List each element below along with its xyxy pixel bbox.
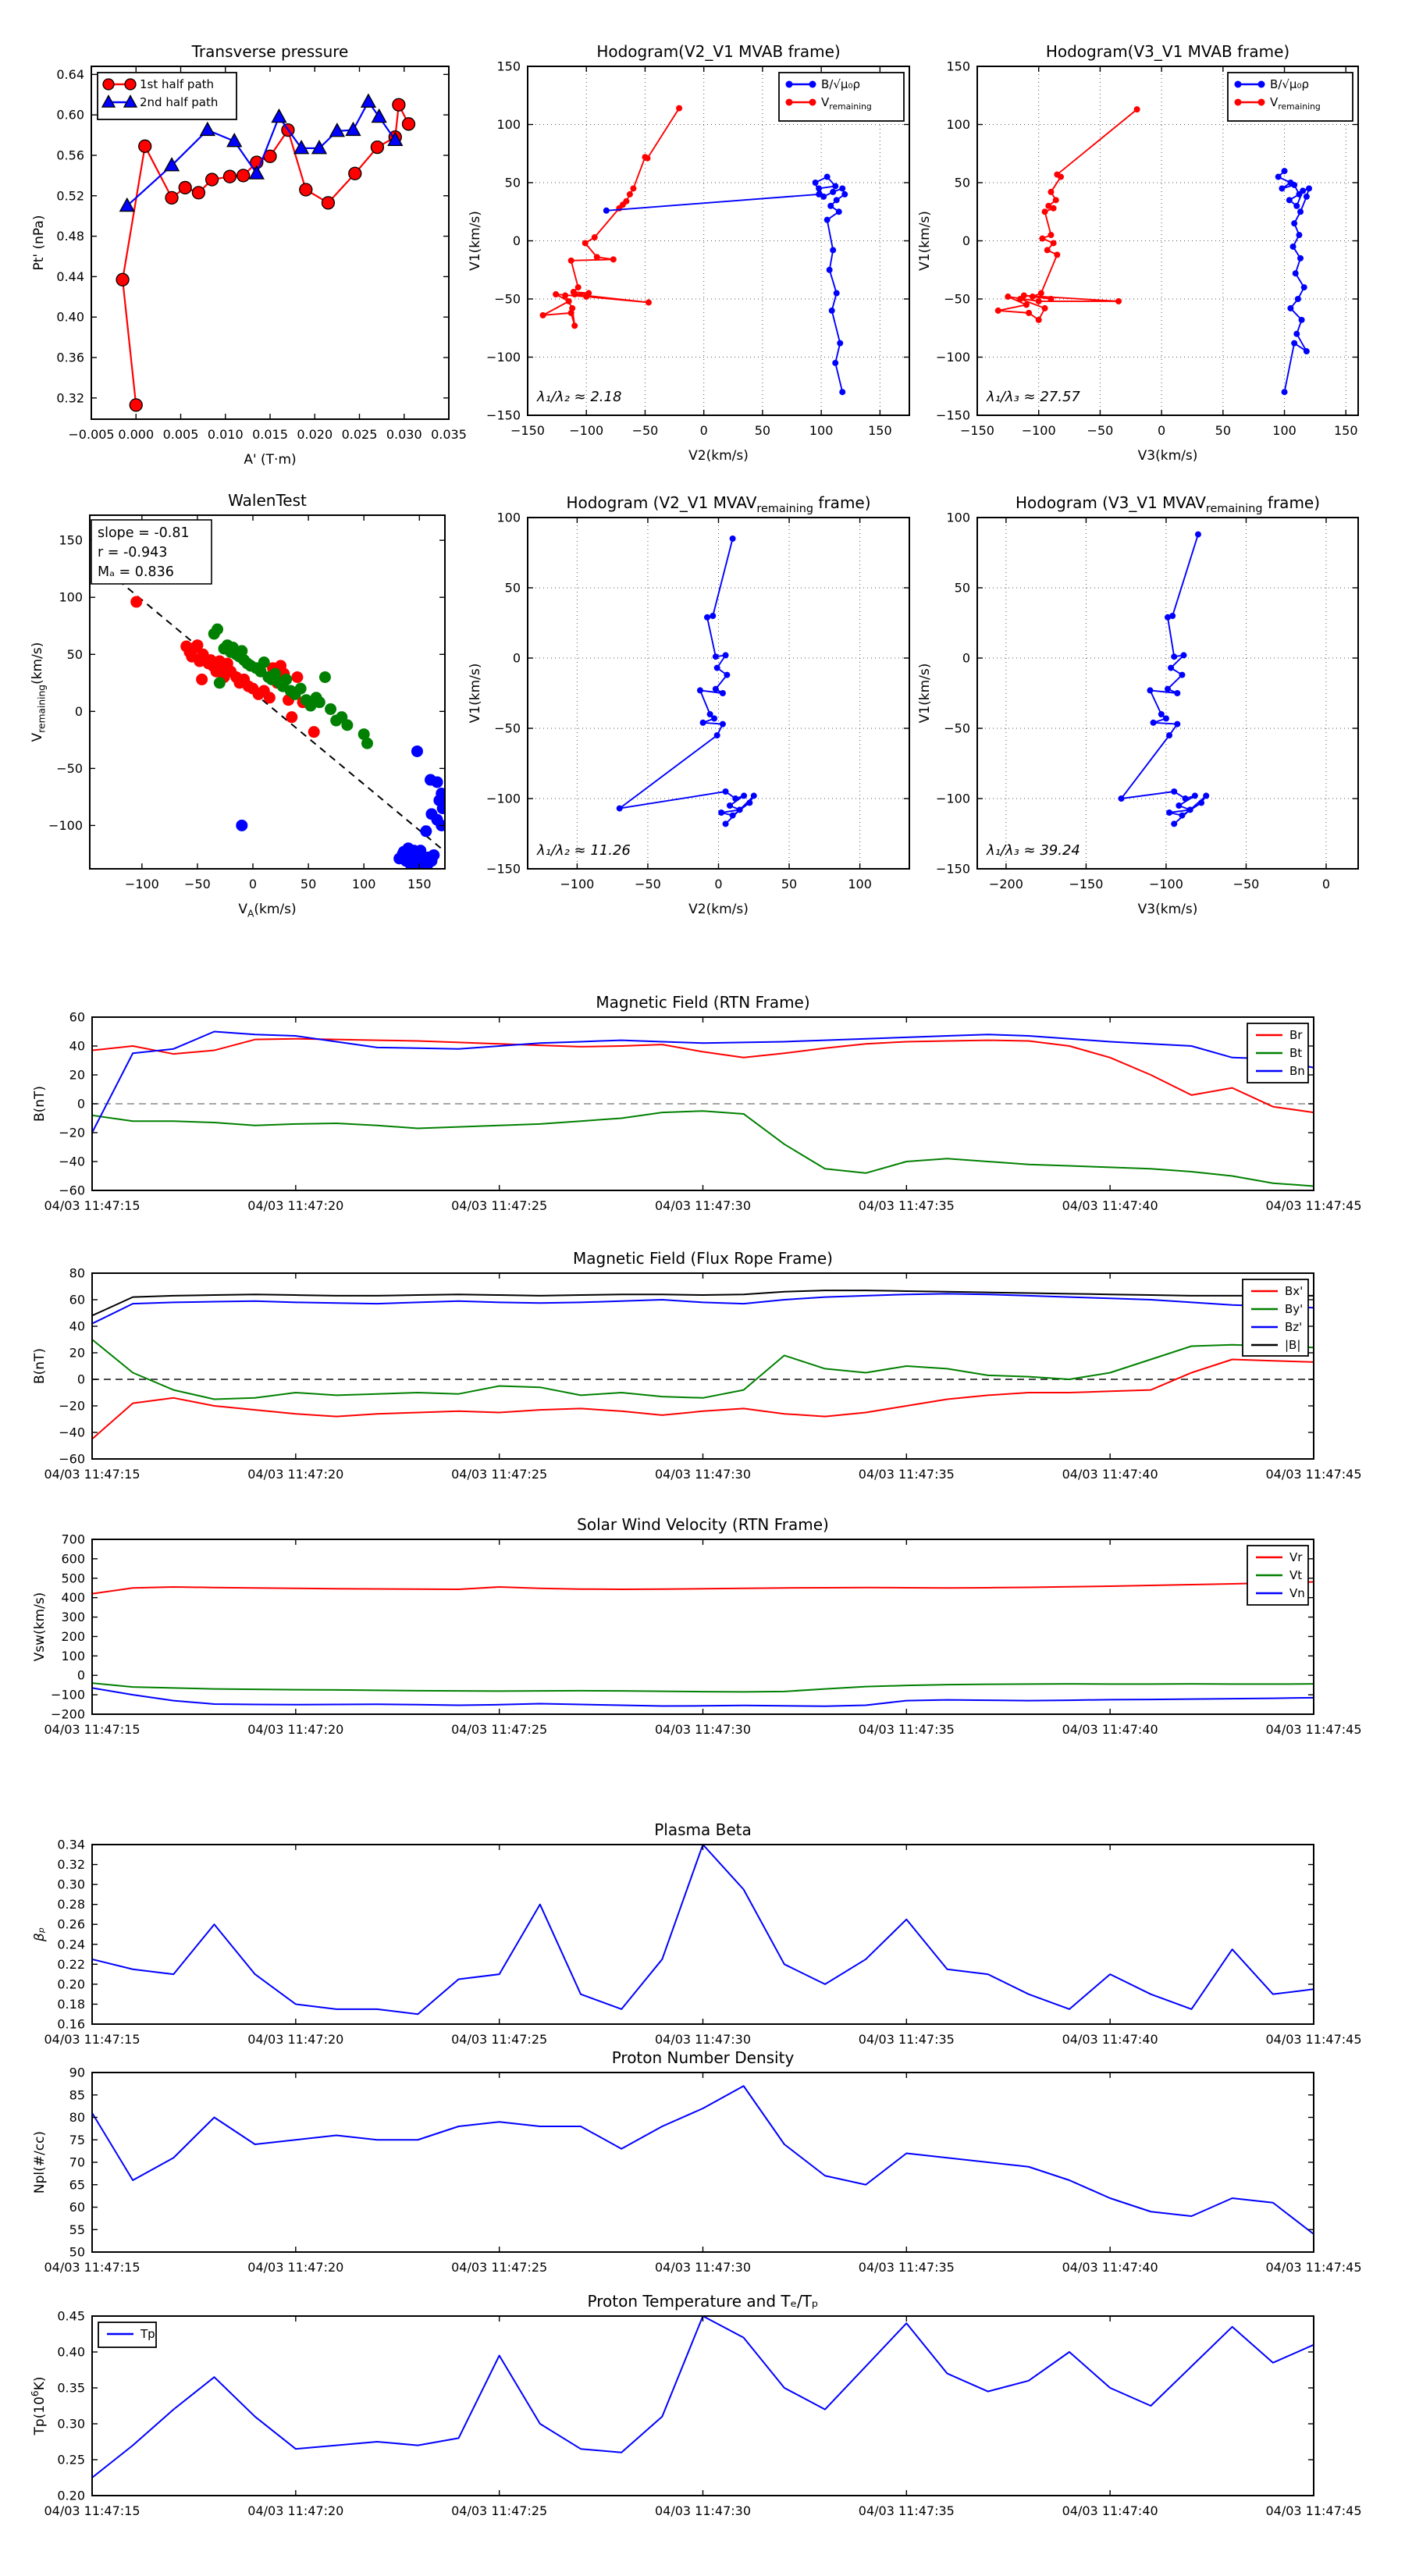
transverse-pressure-chart-x-tick-label: 0.010 xyxy=(207,427,244,442)
proton-density-chart-x-tick-label: 04/03 11:47:25 xyxy=(451,2260,548,2275)
hodogram-v2v1-mvav-chart-v-remaining xyxy=(617,535,757,827)
solar-wind-velocity-chart-x-tick-label: 04/03 11:47:25 xyxy=(451,1722,548,1737)
proton-density-chart-y-tick-label: 90 xyxy=(69,2065,85,2080)
walen-test-chart-y-tick-label: −50 xyxy=(56,760,83,776)
magnetic-field-flux-rope-chart-x-tick-label: 04/03 11:47:25 xyxy=(451,1467,548,1482)
hodogram-v3v1-mvav-chart-annotation xyxy=(986,842,1080,859)
magnetic-field-rtn-chart-br xyxy=(92,1039,1314,1112)
proton-density-chart-y-tick-label: 60 xyxy=(69,2200,85,2215)
magnetic-field-rtn-chart-x-tick-label: 04/03 11:47:45 xyxy=(1265,1198,1362,1213)
walen-test-chart-x-tick-label: −100 xyxy=(124,877,159,891)
magnetic-field-rtn-chart-y-tick-label: 0 xyxy=(76,1096,85,1112)
hodogram-v2v1-mvab-chart-x-tick-label: 100 xyxy=(809,423,834,438)
hodogram-v3v1-mvab-chart-annotation xyxy=(986,389,1080,405)
plasma-beta-chart-title: Plasma Beta xyxy=(654,1820,752,1839)
hodogram-v2v1-mvab-chart-y-tick-label: 50 xyxy=(504,175,521,190)
plasma-beta-chart-ticks xyxy=(44,1838,1361,2048)
transverse-pressure-chart-y-tick-label: 0.64 xyxy=(56,66,84,82)
walen-test-chart-ylabel: $V_{remaining}(km/s)$ xyxy=(30,642,48,742)
hodogram-v3v1-mvav-chart xyxy=(917,493,1358,917)
hodogram-v3v1-mvav-chart-y-tick-label: −100 xyxy=(936,791,970,806)
transverse-pressure-chart-title: Transverse pressure xyxy=(191,42,349,61)
proton-temperature-chart-x-tick-label: 04/03 11:47:40 xyxy=(1062,2503,1158,2518)
hodogram-v2v1-mvav-chart-title: Hodogram (V2_V1 $MVAV_{remaining}$ frame) xyxy=(566,493,871,515)
hodogram-v3v1-mvav-chart-y-tick-label: 50 xyxy=(954,580,970,596)
hodogram-v3v1-mvab-chart-v-remaining xyxy=(995,106,1140,323)
plasma-beta-chart-y-tick-label: 0.30 xyxy=(57,1877,85,1892)
hodogram-v2v1-mvav-chart-x-tick-label: 0 xyxy=(714,877,723,891)
magnetic-field-flux-rope-chart-x-tick-label: 04/03 11:47:35 xyxy=(858,1467,955,1482)
svg-text:λ₁/λ₂ ≈ 2.18: λ₁/λ₂ ≈ 2.18 xyxy=(537,389,622,405)
transverse-pressure-chart-x-tick-label: 0.015 xyxy=(252,427,288,442)
transverse-pressure-chart-y-tick-label: 0.48 xyxy=(56,229,84,244)
hodogram-v2v1-mvav-chart-y-tick-label: 0 xyxy=(512,650,521,666)
plasma-beta-chart-y-tick-label: 0.24 xyxy=(57,1937,85,1952)
plasma-beta-chart-x-tick-label: 04/03 11:47:45 xyxy=(1265,2032,1362,2047)
plasma-beta-chart-x-tick-label: 04/03 11:47:35 xyxy=(858,2032,955,2047)
svg-text:r = -0.943: r = -0.943 xyxy=(98,545,168,560)
plasma-beta-chart-y-tick-label: 0.26 xyxy=(57,1916,85,1932)
hodogram-v3v1-mvav-chart-y-tick-label: 0 xyxy=(962,650,970,666)
hodogram-v3v1-mvab-chart-y-tick-label: 150 xyxy=(946,59,970,74)
transverse-pressure-chart-legend-label: 1st half path xyxy=(140,77,215,91)
svg-text:λ₁/λ₃ ≈ 39.24: λ₁/λ₃ ≈ 39.24 xyxy=(987,842,1080,859)
transverse-pressure-chart-first-half-path xyxy=(116,98,414,411)
transverse-pressure-chart-x-tick-label: 0.025 xyxy=(341,427,378,442)
solar-wind-velocity-chart-x-tick-label: 04/03 11:47:40 xyxy=(1062,1722,1158,1737)
proton-density-chart-title: Proton Number Density xyxy=(611,2048,795,2067)
hodogram-v3v1-mvab-chart-y-tick-label: −150 xyxy=(936,407,970,423)
transverse-pressure-chart-x-tick-label: 0.005 xyxy=(162,427,199,442)
plasma-beta-chart-y-tick-label: 0.34 xyxy=(57,1837,85,1852)
solar-wind-velocity-chart-y-tick-label: 400 xyxy=(61,1590,85,1606)
proton-density-chart-x-tick-label: 04/03 11:47:15 xyxy=(44,2260,140,2275)
walen-test-chart-scatter-red xyxy=(130,596,320,738)
hodogram-v3v1-mvab-chart-y-tick-label: 0 xyxy=(962,233,970,248)
hodogram-v3v1-mvav-chart-y-tick-label: −150 xyxy=(936,861,970,877)
proton-temperature-chart-ylabel: $Tp(10^6K)$ xyxy=(30,2376,48,2435)
proton-density-chart-y-tick-label: 80 xyxy=(69,2110,85,2125)
proton-temperature-chart-x-tick-label: 04/03 11:47:15 xyxy=(44,2503,140,2518)
proton-temperature-chart-ticks xyxy=(44,2309,1361,2519)
proton-density-chart-y-tick-label: 50 xyxy=(69,2244,85,2260)
proton-density-chart-x-tick-label: 04/03 11:47:30 xyxy=(654,2260,752,2275)
magnetic-field-rtn-chart-bt xyxy=(92,1111,1314,1186)
magnetic-field-flux-rope-chart-y-tick-label: 40 xyxy=(69,1318,85,1334)
magnetic-field-flux-rope-chart-y-tick-label: 60 xyxy=(69,1292,85,1308)
plasma-beta-chart-x-tick-label: 04/03 11:47:25 xyxy=(451,2032,548,2047)
solar-wind-velocity-chart-y-tick-label: 600 xyxy=(61,1551,85,1567)
hodogram-v3v1-mvab-chart-title: Hodogram(V3_V1 MVAB frame) xyxy=(1045,42,1290,61)
hodogram-v2v1-mvab-chart-x-tick-label: 150 xyxy=(868,423,892,438)
plasma-beta-chart-x-tick-label: 04/03 11:47:30 xyxy=(654,2032,752,2047)
hodogram-v3v1-mvab-chart-y-tick-label: −50 xyxy=(944,291,970,307)
hodogram-v3v1-mvav-chart-y-tick-label: −50 xyxy=(944,720,970,736)
magnetic-field-rtn-chart-y-tick-label: −40 xyxy=(59,1154,85,1169)
proton-temperature-chart-y-tick-label: 0.25 xyxy=(57,2452,85,2467)
hodogram-v2v1-mvab-chart-y-tick-label: −150 xyxy=(486,407,521,423)
hodogram-v2v1-mvab-chart-y-tick-label: −100 xyxy=(486,350,521,365)
walen-test-chart-y-tick-label: −100 xyxy=(48,817,83,833)
proton-density-chart-x-tick-label: 04/03 11:47:45 xyxy=(1265,2260,1362,2275)
walen-test-chart-xlabel: $V_A(km/s)$ xyxy=(238,902,297,920)
magnetic-field-rtn-chart-legend-label: Bn xyxy=(1289,1064,1305,1078)
hodogram-v2v1-mvab-chart-legend xyxy=(779,73,904,121)
hodogram-v3v1-mvab-chart-x-tick-label: −100 xyxy=(1021,423,1056,438)
hodogram-v3v1-mvab-chart-x-tick-label: 150 xyxy=(1333,423,1358,438)
solar-wind-velocity-chart-x-tick-label: 04/03 11:47:20 xyxy=(247,1722,344,1737)
svg-text:slope = -0.81: slope = -0.81 xyxy=(98,525,190,541)
solar-wind-velocity-chart xyxy=(32,1515,1362,1737)
hodogram-v3v1-mvav-chart-grid xyxy=(977,518,1358,869)
hodogram-v3v1-mvav-chart-x-tick-label: −100 xyxy=(1148,877,1183,891)
proton-density-chart-y-tick-label: 70 xyxy=(69,2154,85,2170)
proton-density-chart-y-tick-label: 55 xyxy=(69,2222,85,2237)
walen-test-chart-y-tick-label: 0 xyxy=(74,703,83,719)
magnetic-field-flux-rope-chart-legend-label: Bx' xyxy=(1285,1284,1304,1298)
solar-wind-velocity-chart-legend-label: Vr xyxy=(1289,1550,1303,1564)
magnetic-field-flux-rope-chart-x-tick-label: 04/03 11:47:15 xyxy=(44,1467,140,1482)
transverse-pressure-chart-x-tick-label: −0.005 xyxy=(68,427,115,442)
magnetic-field-flux-rope-chart-bx-prime xyxy=(92,1360,1314,1439)
transverse-pressure-chart-y-tick-label: 0.56 xyxy=(56,148,84,163)
walen-test-chart-x-tick-label: 150 xyxy=(407,877,432,891)
hodogram-v3v1-mvav-chart-v-remaining xyxy=(1119,532,1210,827)
solar-wind-velocity-chart-vr xyxy=(92,1582,1314,1594)
transverse-pressure-chart-ylabel: Pt' (nPa) xyxy=(31,215,47,271)
hodogram-v2v1-mvav-chart-ticks xyxy=(486,511,909,892)
proton-density-chart xyxy=(32,2048,1362,2275)
hodogram-v3v1-mvav-chart-x-tick-label: 0 xyxy=(1321,877,1331,891)
hodogram-v2v1-mvab-chart-x-tick-label: 0 xyxy=(699,423,708,438)
transverse-pressure-chart-x-tick-label: 0.035 xyxy=(431,427,467,442)
svg-text:λ₁/λ₃ ≈ 27.57: λ₁/λ₃ ≈ 27.57 xyxy=(987,389,1080,405)
solar-wind-velocity-chart-y-tick-label: 0 xyxy=(76,1667,85,1683)
hodogram-v2v1-mvab-chart-xlabel: V2(km/s) xyxy=(688,448,749,464)
plasma-beta-chart xyxy=(32,1820,1362,2047)
hodogram-v3v1-mvab-chart-y-tick-label: 100 xyxy=(946,117,970,132)
plasma-beta-chart-x-tick-label: 04/03 11:47:20 xyxy=(247,2032,344,2047)
hodogram-v2v1-mvab-chart-legend-label: $V_{remaining}$ xyxy=(821,95,872,112)
hodogram-v3v1-mvab-chart-x-tick-label: 0 xyxy=(1158,423,1166,438)
proton-density-chart-x-tick-label: 04/03 11:47:40 xyxy=(1062,2260,1158,2275)
hodogram-v2v1-mvab-chart-y-tick-label: 100 xyxy=(496,117,521,132)
magnetic-field-rtn-chart-legend-label: Bt xyxy=(1289,1046,1303,1060)
hodogram-v2v1-mvab-chart-x-tick-label: −150 xyxy=(510,423,545,438)
proton-temperature-chart-x-tick-label: 04/03 11:47:45 xyxy=(1265,2503,1362,2518)
transverse-pressure-chart-y-tick-label: 0.36 xyxy=(56,350,84,365)
transverse-pressure-chart-legend-label: 2nd half path xyxy=(140,95,219,109)
hodogram-v3v1-mvab-chart-x-tick-label: 100 xyxy=(1272,423,1297,438)
proton-density-chart-y-tick-label: 85 xyxy=(69,2087,85,2103)
transverse-pressure-chart-xlabel: A' (T·m) xyxy=(244,452,297,468)
solar-wind-velocity-chart-y-tick-label: 500 xyxy=(61,1571,85,1586)
proton-density-chart-x-tick-label: 04/03 11:47:35 xyxy=(858,2260,955,2275)
hodogram-v3v1-mvab-chart-ylabel: V1(km/s) xyxy=(917,211,933,271)
hodogram-v2v1-mvav-chart-x-tick-label: −50 xyxy=(635,877,661,891)
walen-test-chart-x-tick-label: 50 xyxy=(300,877,317,891)
hodogram-v2v1-mvab-chart-annotation xyxy=(536,389,621,405)
hodogram-v2v1-mvav-chart xyxy=(468,493,909,917)
hodogram-v2v1-mvav-chart-y-tick-label: −100 xyxy=(486,791,521,806)
hodogram-v3v1-mvav-chart-ticks xyxy=(936,511,1358,892)
transverse-pressure-chart-legend xyxy=(98,73,237,119)
hodogram-v3v1-mvav-chart-xlabel: V3(km/s) xyxy=(1137,902,1198,917)
hodogram-v2v1-mvav-chart-x-tick-label: −100 xyxy=(560,877,595,891)
transverse-pressure-chart-y-tick-label: 0.44 xyxy=(56,269,84,284)
magnetic-field-rtn-chart-y-tick-label: −20 xyxy=(59,1125,85,1140)
hodogram-v2v1-mvab-chart-legend-label: B/√μ₀ρ xyxy=(821,77,860,91)
svg-text:Mₐ = 0.836: Mₐ = 0.836 xyxy=(98,564,174,580)
hodogram-v2v1-mvav-chart-x-tick-label: 50 xyxy=(781,877,798,891)
hodogram-v2v1-mvav-chart-x-tick-label: 100 xyxy=(848,877,872,891)
magnetic-field-flux-rope-chart-y-tick-label: 80 xyxy=(69,1265,85,1281)
hodogram-v3v1-mvav-chart-x-tick-label: −50 xyxy=(1232,877,1260,891)
solar-wind-velocity-chart-y-tick-label: 700 xyxy=(61,1532,85,1547)
solar-wind-velocity-chart-y-tick-label: 300 xyxy=(61,1610,85,1625)
hodogram-v3v1-mvab-chart-legend-label: B/√μ₀ρ xyxy=(1270,77,1309,91)
solar-wind-velocity-chart-x-tick-label: 04/03 11:47:30 xyxy=(654,1722,752,1737)
proton-temperature-chart-y-tick-label: 0.30 xyxy=(57,2416,85,2432)
hodogram-v2v1-mvab-chart-y-tick-label: 0 xyxy=(512,233,521,248)
hodogram-v2v1-mvav-chart-xlabel: V2(km/s) xyxy=(688,902,749,917)
magnetic-field-rtn-chart-y-tick-label: 40 xyxy=(69,1038,85,1054)
magnetic-field-flux-rope-chart-x-tick-label: 04/03 11:47:30 xyxy=(654,1467,752,1482)
magnetic-field-rtn-chart-bn xyxy=(92,1032,1314,1133)
magnetic-field-rtn-chart-legend xyxy=(1247,1023,1308,1083)
hodogram-v2v1-mvav-chart-y-tick-label: 100 xyxy=(496,510,521,525)
transverse-pressure-chart-x-tick-label: 0.030 xyxy=(386,427,422,442)
proton-temperature-chart-title: Proton Temperature and Tₑ/Tₚ xyxy=(587,2292,819,2311)
hodogram-v3v1-mvav-chart-x-tick-label: −150 xyxy=(1069,877,1104,891)
hodogram-v2v1-mvav-chart-annotation xyxy=(536,842,631,859)
magnetic-field-flux-rope-chart-legend-label: |B| xyxy=(1285,1338,1301,1352)
proton-temperature-chart-tp xyxy=(92,2316,1314,2478)
magnetic-field-flux-rope-chart-y-tick-label: −60 xyxy=(59,1451,85,1467)
solar-wind-velocity-chart-x-tick-label: 04/03 11:47:35 xyxy=(858,1722,955,1737)
solar-wind-velocity-chart-y-tick-label: −200 xyxy=(51,1706,85,1722)
solar-wind-velocity-chart-x-tick-label: 04/03 11:47:45 xyxy=(1265,1722,1362,1737)
transverse-pressure-chart-y-tick-label: 0.40 xyxy=(56,309,84,325)
proton-temperature-chart xyxy=(30,2292,1361,2518)
walen-test-chart-y-tick-label: 50 xyxy=(66,646,83,662)
svg-text:λ₁/λ₂ ≈ 11.26: λ₁/λ₂ ≈ 11.26 xyxy=(537,842,631,859)
magnetic-field-flux-rope-chart-legend xyxy=(1243,1279,1308,1356)
solar-wind-velocity-chart-y-tick-label: 200 xyxy=(61,1628,85,1644)
hodogram-v2v1-mvab-chart-v-remaining xyxy=(540,105,683,329)
hodogram-v3v1-mvab-chart xyxy=(917,42,1358,464)
magnetic-field-rtn-chart-legend-label: Br xyxy=(1289,1028,1303,1042)
magnetic-field-rtn-chart-y-tick-label: 20 xyxy=(69,1067,85,1083)
plasma-beta-chart-x-tick-label: 04/03 11:47:15 xyxy=(44,2032,140,2047)
solar-wind-velocity-chart-legend-label: Vn xyxy=(1289,1586,1305,1600)
proton-density-chart-y-tick-label: 65 xyxy=(69,2177,85,2193)
magnetic-field-flux-rope-chart-x-tick-label: 04/03 11:47:40 xyxy=(1062,1467,1158,1482)
hodogram-v2v1-mvab-chart-x-tick-label: 50 xyxy=(754,423,771,438)
hodogram-v2v1-mvab-chart-y-tick-label: −50 xyxy=(494,291,521,307)
proton-density-chart-ylabel: Npl(#/cc) xyxy=(32,2130,48,2194)
hodogram-v3v1-mvav-chart-ylabel: V1(km/s) xyxy=(917,663,933,724)
hodogram-v3v1-mvab-chart-x-tick-label: −150 xyxy=(960,423,994,438)
walen-test-chart-fit-line xyxy=(108,572,443,851)
proton-temperature-chart-x-tick-label: 04/03 11:47:30 xyxy=(654,2503,752,2518)
walen-test-chart-annotation xyxy=(91,520,212,584)
magnetic-field-flux-rope-chart-y-tick-label: 20 xyxy=(69,1345,85,1361)
plasma-beta-chart-y-tick-label: 0.22 xyxy=(57,1956,85,1972)
solar-wind-velocity-chart-y-tick-label: −100 xyxy=(51,1687,85,1703)
plasma-beta-chart-ylabel: βₚ xyxy=(32,1927,48,1942)
magnetic-field-rtn-chart-x-tick-label: 04/03 11:47:30 xyxy=(654,1198,752,1213)
magnetic-field-flux-rope-chart xyxy=(32,1249,1362,1482)
magnetic-field-rtn-chart-y-tick-label: −60 xyxy=(59,1183,85,1198)
solar-wind-velocity-chart-ylabel: Vsw(km/s) xyxy=(32,1592,48,1662)
magnetic-field-flux-rope-chart-y-tick-label: −40 xyxy=(59,1425,85,1440)
magnetic-field-rtn-chart-ylabel: B(nT) xyxy=(32,1085,48,1123)
solar-wind-velocity-chart-vt xyxy=(92,1683,1314,1692)
proton-temperature-chart-legend xyxy=(98,2322,156,2347)
walen-test-chart-x-tick-label: −50 xyxy=(184,877,211,891)
transverse-pressure-chart xyxy=(31,42,467,468)
plasma-beta-chart-y-tick-label: 0.32 xyxy=(57,1857,85,1873)
hodogram-v2v1-mvab-chart-b-alfven xyxy=(603,174,848,396)
plasma-beta-chart-y-tick-label: 0.28 xyxy=(57,1897,85,1912)
solar-wind-velocity-chart-vn xyxy=(92,1688,1314,1706)
hodogram-v2v1-mvav-chart-y-tick-label: −150 xyxy=(486,861,521,877)
magnetic-field-rtn-chart-title: Magnetic Field (RTN Frame) xyxy=(596,993,810,1012)
walen-test-chart-y-tick-label: 150 xyxy=(59,532,83,548)
walen-test-chart-title: WalenTest xyxy=(228,491,307,510)
magnetic-field-flux-rope-chart-legend-label: Bz' xyxy=(1285,1320,1303,1334)
solar-wind-velocity-chart-title: Solar Wind Velocity (RTN Frame) xyxy=(577,1515,829,1534)
magnetic-field-rtn-chart-x-tick-label: 04/03 11:47:15 xyxy=(44,1198,140,1213)
walen-test-chart-scatter-green xyxy=(208,624,373,749)
magnetic-field-rtn-chart-x-tick-label: 04/03 11:47:20 xyxy=(247,1198,344,1213)
walen-test-chart-x-tick-label: 0 xyxy=(248,877,258,891)
proton-density-chart-y-tick-label: 75 xyxy=(69,2132,85,2147)
magnetic-field-flux-rope-chart-y-tick-label: −20 xyxy=(59,1398,85,1414)
hodogram-v3v1-mvab-chart-legend xyxy=(1228,73,1353,121)
plasma-beta-chart-y-tick-label: 0.18 xyxy=(57,1996,85,2012)
plasma-beta-chart-x-tick-label: 04/03 11:47:40 xyxy=(1062,2032,1158,2047)
walen-test-chart-scatter-blue xyxy=(236,745,448,871)
hodogram-v3v1-mvav-chart-y-tick-label: 100 xyxy=(946,510,970,525)
magnetic-field-rtn-chart xyxy=(32,993,1362,1213)
plasma-beta-chart-y-tick-label: 0.16 xyxy=(57,2016,85,2032)
proton-density-chart-npl xyxy=(92,2086,1314,2234)
hodogram-v3v1-mvab-chart-legend-label: $V_{remaining}$ xyxy=(1270,95,1321,112)
magnetic-field-flux-rope-chart-ylabel: B(nT) xyxy=(32,1347,48,1385)
magnetic-field-flux-rope-chart-y-tick-label: 0 xyxy=(76,1372,85,1387)
magnetic-field-flux-rope-chart-bz-prime xyxy=(92,1293,1314,1323)
hodogram-v2v1-mvav-chart-y-tick-label: 50 xyxy=(504,580,521,596)
hodogram-v3v1-mvab-chart-x-tick-label: −50 xyxy=(1087,423,1114,438)
hodogram-v2v1-mvav-chart-y-tick-label: −50 xyxy=(494,720,521,736)
solar-wind-velocity-chart-legend-label: Vt xyxy=(1289,1568,1303,1582)
solar-wind-velocity-chart-x-tick-label: 04/03 11:47:15 xyxy=(44,1722,140,1737)
hodogram-v2v1-mvab-chart xyxy=(468,42,909,464)
proton-temperature-chart-y-tick-label: 0.40 xyxy=(57,2344,85,2360)
hodogram-v3v1-mvab-chart-xlabel: V3(km/s) xyxy=(1137,448,1198,464)
transverse-pressure-chart-y-tick-label: 0.52 xyxy=(56,188,84,204)
hodogram-v2v1-mvab-chart-ylabel: V1(km/s) xyxy=(468,211,483,271)
hodogram-v2v1-mvab-chart-x-tick-label: −50 xyxy=(631,423,659,438)
walen-test-chart-x-tick-label: 100 xyxy=(351,877,376,891)
transverse-pressure-chart-y-tick-label: 0.32 xyxy=(56,390,84,406)
walen-test-chart-y-tick-label: 100 xyxy=(59,589,83,605)
magnetic-field-rtn-chart-x-tick-label: 04/03 11:47:25 xyxy=(451,1198,548,1213)
plasma-beta-chart-y-tick-label: 0.20 xyxy=(57,1976,85,1992)
magnetic-field-rtn-chart-y-tick-label: 60 xyxy=(69,1009,85,1025)
magnetic-field-flux-rope-chart-title: Magnetic Field (Flux Rope Frame) xyxy=(573,1249,833,1268)
hodogram-v3v1-mvab-chart-x-tick-label: 50 xyxy=(1215,423,1232,438)
plasma-beta-chart-beta-p xyxy=(92,1845,1314,2014)
magnetic-field-rtn-chart-x-tick-label: 04/03 11:47:35 xyxy=(858,1198,955,1213)
proton-temperature-chart-y-tick-label: 0.20 xyxy=(57,2488,85,2503)
transverse-pressure-chart-y-tick-label: 0.60 xyxy=(56,107,84,123)
walen-test-chart xyxy=(30,491,449,919)
proton-temperature-chart-legend-label: Tp xyxy=(140,2327,155,2341)
solar-wind-velocity-chart-y-tick-label: 100 xyxy=(61,1648,85,1663)
proton-density-chart-x-tick-label: 04/03 11:47:20 xyxy=(247,2260,344,2275)
hodogram-v2v1-mvab-chart-x-tick-label: −100 xyxy=(569,423,604,438)
hodogram-v3v1-mvav-chart-title: Hodogram (V3_V1 $MVAV_{remaining}$ frame) xyxy=(1015,493,1321,515)
hodogram-v3v1-mvab-chart-y-tick-label: −100 xyxy=(936,350,970,365)
magnetic-field-flux-rope-chart-legend-label: By' xyxy=(1285,1302,1304,1316)
proton-temperature-chart-y-tick-label: 0.45 xyxy=(57,2308,85,2324)
hodogram-v3v1-mvab-chart-b-alfven xyxy=(1275,168,1312,395)
proton-density-chart-ticks xyxy=(44,2065,1361,2275)
proton-temperature-chart-x-tick-label: 04/03 11:47:25 xyxy=(451,2503,548,2518)
proton-temperature-chart-x-tick-label: 04/03 11:47:20 xyxy=(247,2503,344,2518)
magnetic-field-rtn-chart-x-tick-label: 04/03 11:47:40 xyxy=(1062,1198,1158,1213)
transverse-pressure-chart-x-tick-label: 0.020 xyxy=(297,427,333,442)
hodogram-v2v1-mvab-chart-y-tick-label: 150 xyxy=(496,59,521,74)
proton-temperature-chart-x-tick-label: 04/03 11:47:35 xyxy=(858,2503,955,2518)
hodogram-v3v1-mvav-chart-x-tick-label: −200 xyxy=(988,877,1023,891)
solar-wind-velocity-chart-legend xyxy=(1247,1546,1308,1605)
hodogram-v3v1-mvab-chart-y-tick-label: 50 xyxy=(954,175,970,190)
magnetic-field-flux-rope-chart-x-tick-label: 04/03 11:47:20 xyxy=(247,1467,344,1482)
hodogram-v2v1-mvab-chart-title: Hodogram(V2_V1 MVAB frame) xyxy=(596,42,841,61)
proton-temperature-chart-y-tick-label: 0.35 xyxy=(57,2380,85,2396)
transverse-pressure-chart-x-tick-label: 0.000 xyxy=(118,427,155,442)
magnetic-field-flux-rope-chart-ticks xyxy=(44,1266,1361,1482)
magnetic-field-flux-rope-chart-x-tick-label: 04/03 11:47:45 xyxy=(1265,1467,1362,1482)
hodogram-v2v1-mvav-chart-ylabel: V1(km/s) xyxy=(468,663,483,724)
